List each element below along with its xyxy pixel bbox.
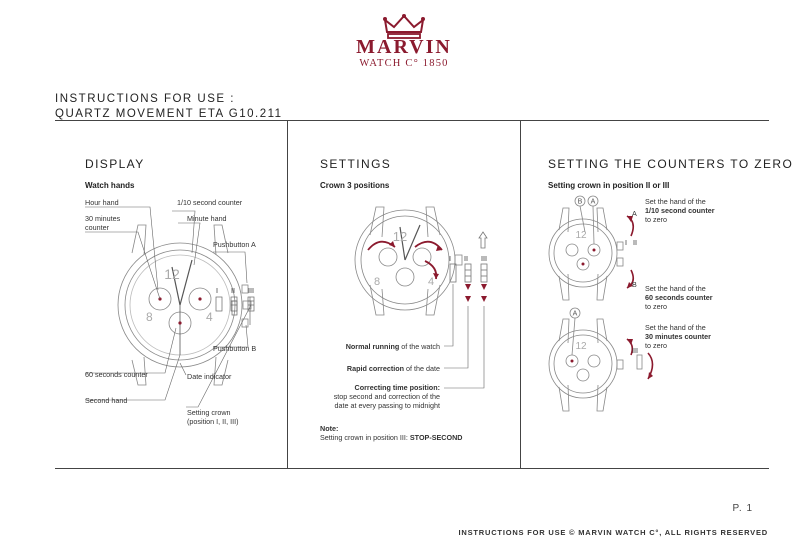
label-pushbutton-a: Pushbutton A: [213, 240, 256, 249]
svg-text:12: 12: [164, 266, 180, 282]
column-divider-1: [287, 120, 288, 468]
counters-title: SETTING THE COUNTERS TO ZERO: [548, 157, 794, 171]
column-divider-2: [520, 120, 521, 468]
note-block: Note: Setting crown in position III: STOP-SECOND: [320, 424, 463, 442]
brand-subtitle: WATCH C° 1850: [359, 58, 449, 69]
svg-text:12: 12: [575, 341, 587, 352]
display-subtitle: Watch hands: [85, 181, 135, 190]
label-second-hand: Second hand: [85, 396, 128, 405]
position-iii-label: III: [248, 286, 254, 295]
label-hour-hand: Hour hand: [85, 198, 119, 207]
label-date-indicator: Date indicator: [187, 372, 232, 381]
position-ii-label: II: [231, 286, 235, 295]
settings-title: SETTINGS: [320, 157, 392, 171]
correcting-time-label: Correcting time position: stop second and correction of the date at every passing to midnight: [333, 383, 440, 410]
counter-c-instruction: Set the hand of the 30 minutes counter to zero: [645, 323, 711, 350]
svg-text:A: A: [572, 310, 578, 318]
settings-position-iii: III: [481, 254, 487, 263]
label-pushbutton-b: Pushbutton B: [213, 344, 257, 353]
brand-name: MARVIN: [356, 36, 452, 58]
settings-crown-positions: [440, 230, 500, 400]
label-tenth-second-counter: 1/10 second counter: [177, 198, 243, 207]
bottom-rule: [55, 468, 769, 469]
counters-subtitle: Setting crown in position II or III: [548, 181, 670, 190]
label-30-minutes-counter: 30 minutes counter: [85, 214, 121, 232]
svg-text:12: 12: [392, 229, 408, 244]
position-i-label: I: [216, 286, 218, 295]
settings-position-ii: II: [464, 254, 468, 263]
document-title: [55, 92, 283, 122]
counters-watch-top: [545, 192, 645, 312]
counter-letter-b: B: [632, 280, 637, 289]
page-number: P. 1: [732, 503, 753, 514]
svg-text:A: A: [590, 198, 596, 206]
footer-copyright: INSTRUCTIONS FOR USE © MARVIN WATCH C°, ALL RIGHTS RESERVED: [458, 528, 768, 537]
counter-pos-i: I: [625, 238, 627, 247]
title-line-2: QUARTZ MOVEMENT ETA G10.211: [55, 108, 283, 120]
display-title: DISPLAY: [85, 157, 145, 171]
label-minute-hand: Minute hand: [187, 214, 227, 223]
rapid-correction-label: Rapid correction of the date: [346, 364, 440, 373]
counter-pos-iii: III: [632, 346, 638, 355]
title-line-1: INSTRUCTIONS FOR USE :: [55, 93, 235, 105]
normal-running-label: Normal running of the watch: [345, 342, 440, 351]
svg-text:B: B: [577, 198, 583, 206]
top-rule: [55, 120, 769, 121]
label-setting-crown: Setting crown (position I, II, III): [187, 408, 239, 426]
settings-position-i: I: [449, 254, 451, 263]
label-60-seconds-counter: 60 seconds counter: [85, 370, 148, 379]
svg-text:12: 12: [575, 230, 587, 241]
svg-text:8: 8: [146, 310, 153, 324]
svg-text:4: 4: [206, 310, 213, 324]
counter-pos-ii: II: [633, 238, 637, 247]
svg-text:4: 4: [428, 276, 435, 288]
counter-b-instruction: Set the hand of the 60 seconds counter to zero: [645, 284, 713, 311]
counter-a-instruction: Set the hand of the 1/10 second counter to zero: [645, 197, 715, 224]
counter-letter-a: A: [632, 209, 637, 218]
display-crown-positions: [214, 294, 264, 318]
svg-text:8: 8: [374, 276, 381, 288]
settings-subtitle: Crown 3 positions: [320, 181, 390, 190]
